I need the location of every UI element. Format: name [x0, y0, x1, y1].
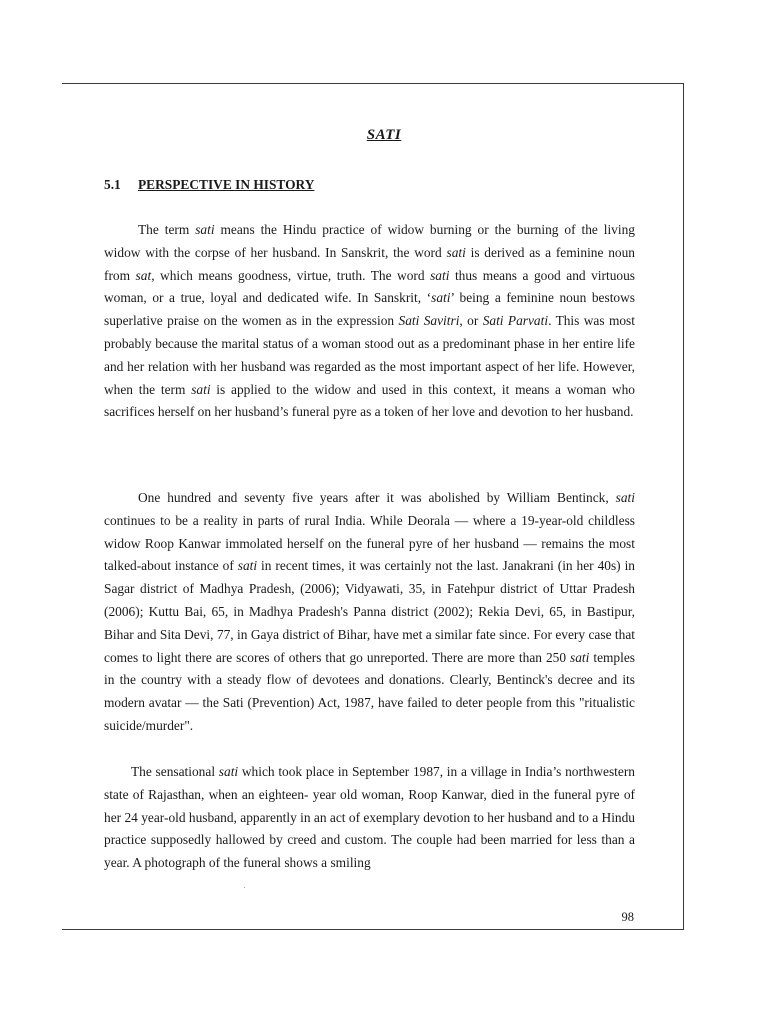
italic-term: sati [446, 244, 466, 260]
italic-term: sati [431, 290, 451, 306]
italic-term: Sati Savitri [398, 313, 460, 329]
top-rule [62, 83, 684, 84]
paragraph: The term sati means the Hindu practice of widow burning or the burning of the living widow with the corpse of her husband. In Sanskrit, the word sati is derived as a feminine noun from sat, which means goodness, virtue, truth. The word sati thus means a good and virtuous woman, or a true, loyal and dedicated wife. In Sanskrit, ‘sati’ being a feminine noun bestows superlative praise on the women as in the expression Sati Savitri, or Sati Parvati. This was most probably because the marital status of a woman stood out as a predominant phase in her entire life and her relation with her husband was regarded as the most important aspect of her life. However, when the term sati is applied to the widow and used in this context, it means a woman who sacrifices herself on her husband’s funeral pyre as a token of her love and devotion to her husband. [104, 222, 635, 420]
italic-term: sati [195, 222, 215, 237]
italic-term: sati [430, 267, 450, 283]
italic-term: sati [191, 381, 211, 397]
section-heading [104, 177, 314, 193]
italic-term: Sati Parvati [482, 313, 549, 329]
italic-term: sati [218, 764, 239, 779]
paragraph: One hundred and seventy five years after it was abolished by William Bentinck, sati continues to be a reality in parts of rural India. While Deorala — where a 19-year-old childless widow Roop Kanwar immolated herself on the funeral pyre of her husband — remains the most talked-about instance of sati in recent times, it was certainly not the last. Janakrani (in her 40s) in Sagar district of Madhya Pradesh, (2006); Vidyawati, 35, in Fatehpur district of Uttar Pradesh (2006); Kuttu Bai, 65, in Madhya Pradesh's Panna district (2002); Rekia Devi, 65, in Bastipur, Bihar and Sita Devi, 77, in Gaya district of Bihar, have met a similar fate since. For every case that comes to light there are scores of others that go unreported. There are more than 250 sati temples in the country with a steady flow of devotees and donations. Clearly, Bentinck's decree and its modern avatar — the Sati (Prevention) Act, 1987, have failed to deter people from this "ritualistic suicide/murder". [104, 490, 635, 733]
bottom-rule [62, 929, 684, 930]
italic-term: sat [135, 267, 152, 283]
scan-speck [244, 887, 245, 888]
italic-term: sati [237, 558, 258, 574]
section-number: 5.1 [104, 177, 121, 192]
paragraph: The sensational sati which took place in September 1987, in a village in India’s northwestern state of Rajasthan, when an eighteen- year old woman, Roop Kanwar, died in the funeral pyre of her 24 year-old husband, apparently in an act of exemplary devotion to her husband and to a Hindu practice supposedly hallowed by creed and custom. The couple had been married for less than a year. A photograph of the funeral shows a smiling [104, 764, 636, 871]
section-title: PERSPECTIVE IN HISTORY [138, 177, 315, 192]
right-rule [683, 83, 684, 930]
italic-term: sati [615, 490, 635, 505]
page-title: SATI [366, 127, 402, 143]
italic-term: sati [570, 649, 590, 665]
page-number: 98 [621, 910, 634, 924]
